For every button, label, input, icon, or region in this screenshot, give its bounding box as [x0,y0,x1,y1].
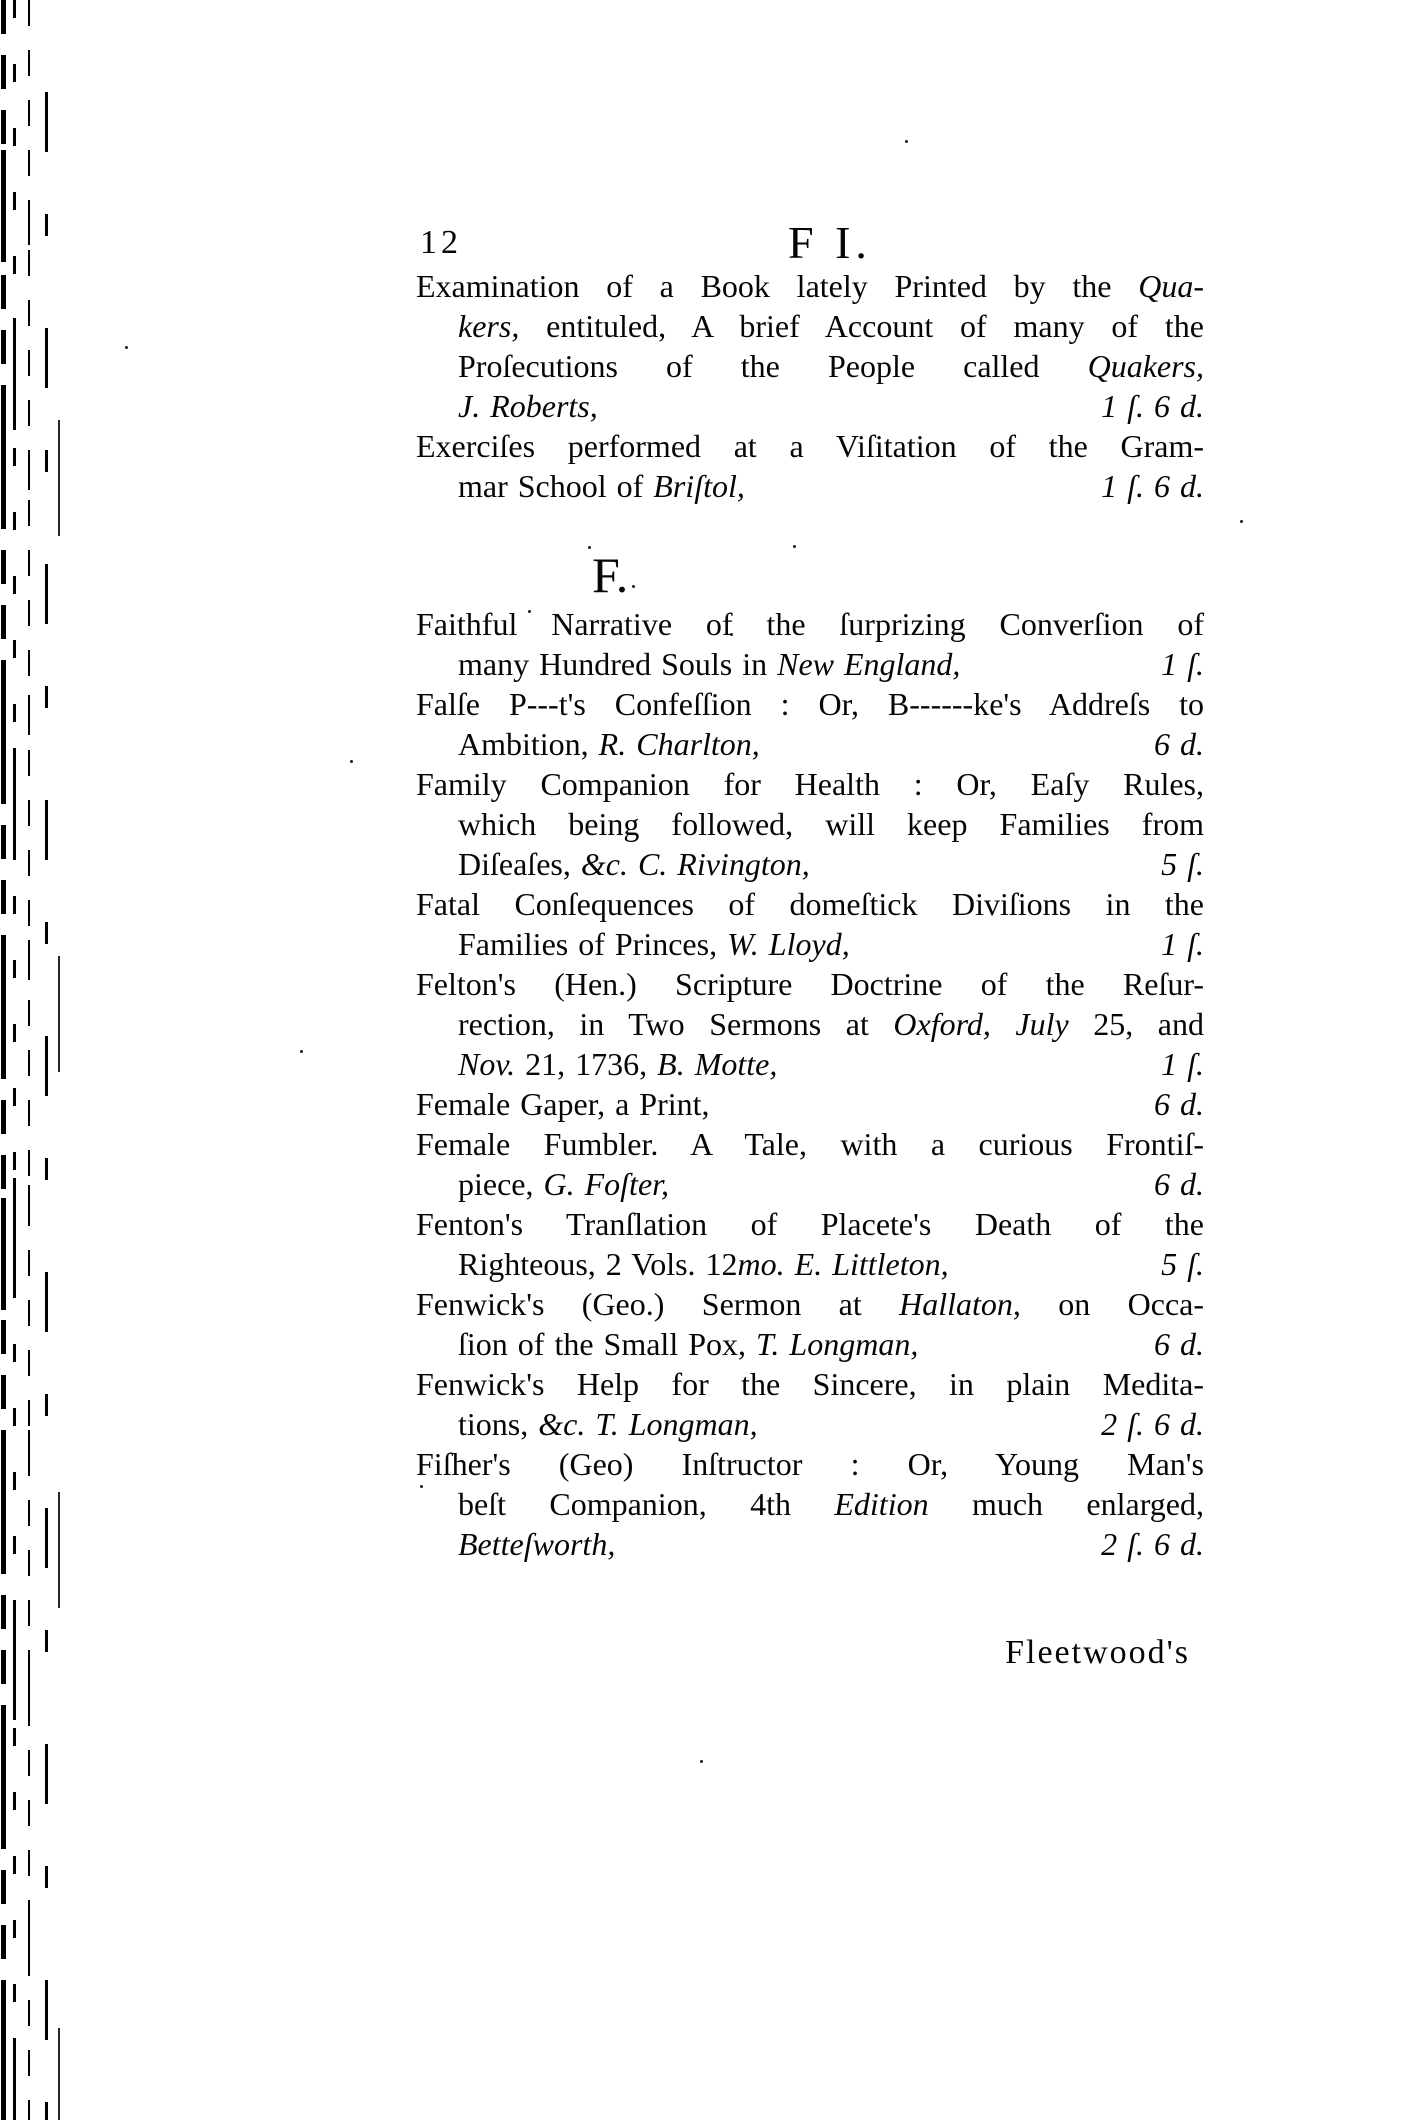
entry-text: piece, G. Foſter, [458,1166,670,1202]
catalog-entry [416,1124,1204,1204]
catalog-entry [416,426,1204,506]
entry-text: Diſeaſes, &c. C. Rivington, [458,846,810,882]
ink-speck [905,140,908,143]
entry-text: Exerciſes performed at a Viſitation of the Gram- [416,428,1204,464]
price-label: 6 d. [1154,1166,1204,1202]
entry-text: Falſe P---t's Confeſſion : Or, B------ke's Addreſs to [416,686,1204,722]
entry-line [416,1084,1204,1124]
ink-speck [300,1050,303,1053]
price-label: 6 d. [1154,1086,1204,1122]
entry-line [416,466,1204,506]
entry-line [416,1164,1204,1204]
catalog-entry [416,764,1204,884]
page-number: 12 [420,224,462,261]
entry-line [416,764,1204,804]
entry-text: J. Roberts, [458,388,598,424]
entry-text: mar School of Briſtol, [458,468,745,504]
entry-line [416,386,1204,426]
entry-text: which being followed, will keep Families from [458,806,1204,842]
entry-text: Examination of a Book lately Printed by the Qua- [416,268,1204,304]
entry-text: Fatal Conſequences of domeſtick Diviſions in the [416,886,1204,922]
entry-line [416,644,1204,684]
catalog-entry [416,684,1204,764]
entry-line [416,924,1204,964]
entry-line [416,1124,1204,1164]
scan-gutter-line [1,0,6,2120]
scan-gutter-line [58,0,60,2120]
catalog-entry [416,964,1204,1084]
ink-speck [793,545,796,548]
entry-line [416,1004,1204,1044]
entry-text: many Hundred Souls in New England, [458,646,961,682]
entry-line [416,1484,1204,1524]
price-label: 2 ſ. 6 d. [1101,1526,1204,1562]
entry-text: tions, &c. T. Longman, [458,1406,758,1442]
entry-line [416,306,1204,346]
ink-speck [125,346,128,349]
section-heading: F. [592,547,629,603]
ink-speck [350,760,353,763]
catalog-entry [416,1364,1204,1444]
entry-text: rection, in Two Sermons at Oxford, July 25, and [458,1006,1205,1042]
entry-text: Female Fumbler. A Tale, with a curious Frontiſ- [416,1126,1204,1162]
price-label: 2 ſ. 6 d. [1101,1406,1204,1442]
price-label: 6 d. [1154,726,1204,762]
price-label: 1 ſ. 6 d. [1101,468,1204,504]
entry-text: Female Gaper, a Print, [416,1086,710,1122]
scan-gutter-line [28,0,30,2120]
entry-line [416,884,1204,924]
entry-line [416,266,1204,306]
catalog-entry [416,884,1204,964]
entry-line [416,1044,1204,1084]
entry-line [416,964,1204,1004]
entry-line [416,604,1204,644]
entry-text: Families of Princes, W. Lloyd, [458,926,850,962]
entry-line [416,1524,1204,1564]
ink-speck [588,546,591,549]
entry-text: Fenton's Tranſlation of Placete's Death of the [416,1206,1204,1242]
catalog-entry [416,1444,1204,1564]
entry-text: Fenwick's (Geo.) Sermon at Hallaton, on Occa- [416,1286,1204,1322]
entry-text: Nov. 21, 1736, B. Motte, [458,1046,778,1082]
entries-main-section [416,604,1204,1564]
entry-text: Fiſher's (Geo) Inſtructor : Or, Young Man's [416,1446,1204,1482]
entry-text: Proſecutions of the People called Quakers, [458,348,1204,384]
entry-line [416,1204,1204,1244]
entry-text: Fenwick's Help for the Sincere, in plain Medita- [416,1366,1204,1402]
price-label: 1 ſ. [1161,1046,1204,1082]
entry-text: Felton's (Hen.) Scripture Doctrine of the Reſur- [416,966,1204,1002]
catalog-entry [416,266,1204,426]
ink-speck [700,1760,703,1763]
catalog-entry [416,604,1204,684]
entry-line [416,1364,1204,1404]
entry-text: beſt Companion, 4th Edition much enlarged, [458,1486,1205,1522]
entry-text: Ambition, R. Charlton, [458,726,760,762]
entry-line [416,1324,1204,1364]
price-label: 6 d. [1154,1326,1204,1362]
entry-text: kers, entituled, A brief Account of many of the [458,308,1204,344]
entry-text: Righteous, 2 Vols. 12mo. E. Littleton, [458,1246,949,1282]
scan-gutter-line [13,0,16,2120]
price-label: 5 ſ. [1161,1246,1204,1282]
entry-line [416,1284,1204,1324]
scan-gutter-line [45,0,48,2120]
ink-speck [1240,520,1243,523]
entry-line [416,426,1204,466]
entry-line [416,724,1204,764]
price-label: 1 ſ. 6 d. [1101,388,1204,424]
price-label: 5 ſ. [1161,846,1204,882]
catchword: Fleetwood's [1005,1634,1190,1671]
entry-line [416,1404,1204,1444]
entry-line [416,346,1204,386]
entry-text: Betteſworth, [458,1526,616,1562]
entry-line [416,1444,1204,1484]
entry-text: Faithful Narrative of the ſurprizing Converſion of [416,606,1204,642]
price-label: 1 ſ. [1161,646,1204,682]
catalog-entry [416,1284,1204,1364]
running-header: F I. [788,217,872,268]
entry-line [416,844,1204,884]
price-label: 1 ſ. [1161,926,1204,962]
entries-top-section [416,266,1204,506]
entry-line [416,804,1204,844]
entry-line [416,684,1204,724]
catalog-entry [416,1204,1204,1284]
catalog-entry [416,1084,1204,1124]
entry-line [416,1244,1204,1284]
ink-speck [632,585,635,588]
entry-text: ſion of the Small Pox, T. Longman, [458,1326,919,1362]
entry-text: Family Companion for Health : Or, Eaſy Rules, [416,766,1204,802]
